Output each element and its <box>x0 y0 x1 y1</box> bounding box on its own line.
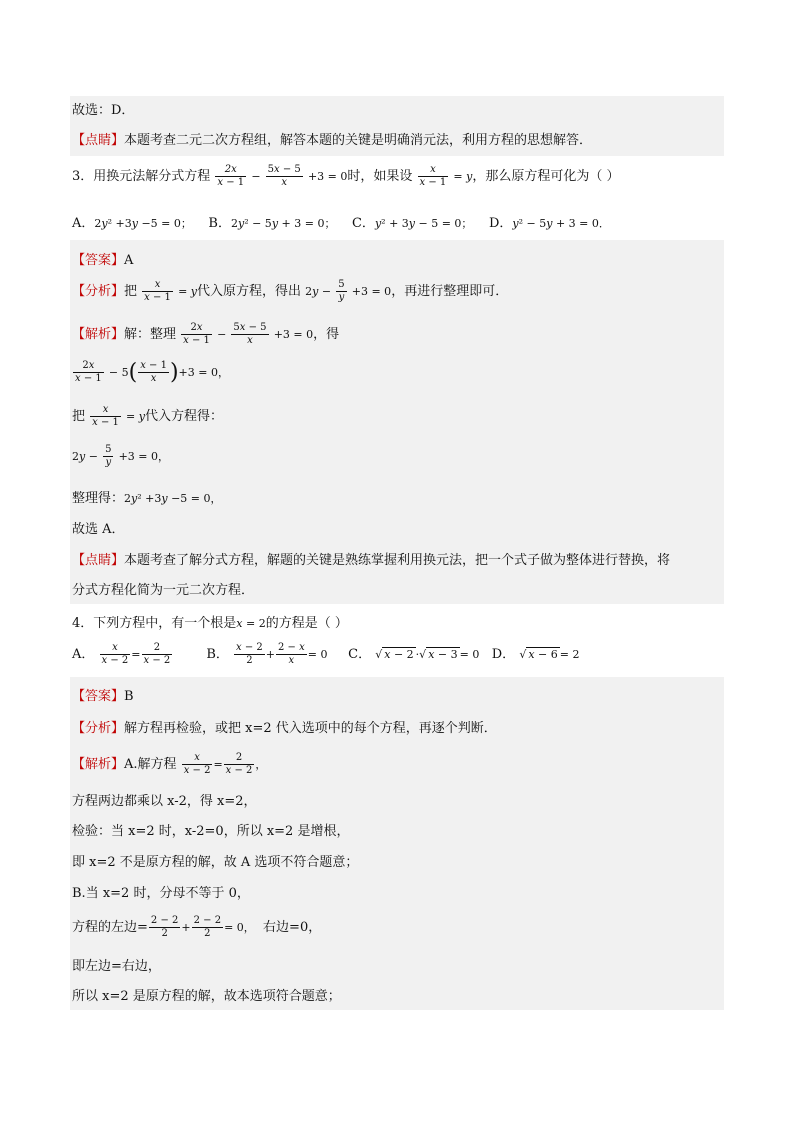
q3-comment-1: 【点睛】本题考查了解分式方程，解题的关键是熟练掌握利用换元法，把一个式子做为整体进行替换，将 <box>72 553 671 568</box>
q3-analysis: 【分析】把 $\frac{x}{x - 1}$ = y代入原方程，得出 2y − $\frac{5}{y}$ +3 = 0，再进行整理即可． <box>72 279 509 303</box>
q4-line-4: 即 x=2 不是原方程的解，故 A 选项不符合题意； <box>72 855 359 870</box>
q3-step-1: $\frac{2x}{x - 1}$ − 5( $\frac{x - 1}{x}$ )+3 = 0， <box>75 360 229 385</box>
q3-step-2: 2y − $\frac{5}{y}$ +3 = 0， <box>72 444 170 468</box>
prev-comment: 本题考查二元二次方程组，解答本题的关键是明确消元法，利用方程的思想解答． <box>124 133 593 148</box>
q4-analysis: 【分析】解方程再检验，或把 x=2 代入选项中的每个方程，再逐个判断． <box>72 721 497 736</box>
prev-choice-line <box>70 96 724 126</box>
prev-comment-line <box>70 126 724 156</box>
q3-substitute: 把 $\frac{x}{x - 1}$ = y代入方程得： <box>72 404 223 428</box>
q3-choice: 故选 A． <box>72 522 125 537</box>
q3-stem: 3．用换元法解分式方程 $\frac{2x}{x - 1}$ − $\frac{5x - 5}{x}$ +3 = 0时，如果设 $\frac{x}{x - 1}$ = y，那么原方程可化为（ ） <box>72 164 620 188</box>
q4-answer: 【答案】B <box>72 689 134 704</box>
comment-tag: 【点睛】 <box>72 133 125 148</box>
prev-choice: 故选：D． <box>72 103 135 118</box>
q4-line-8: 所以 x=2 是原方程的解，故本选项符合题意； <box>72 989 341 1004</box>
q4-line-3: 检验：当 x=2 时，x-2=0，所以 x=2 是增根， <box>72 824 350 839</box>
q4-stem: 4．下列方程中，有一个根是x = 2的方程是（ ） <box>72 616 348 631</box>
q3-solution: 【解析】解：整理 $\frac{2x}{x - 1}$ − $\frac{5x - 5}{x}$ +3 = 0，得 <box>72 322 340 346</box>
q3-answer: 【答案】A <box>72 253 134 268</box>
q4-line-2: 方程两边都乘以 x-2，得 x=2， <box>72 794 257 809</box>
q3-options: A．2y² +3y −5 = 0； B．2y² − 5y + 3 = 0； C．y² + 3y − 5 = 0； D．y² − 5y + 3 = 0． <box>72 216 610 231</box>
q4-solution: 【解析】A.解方程 $\frac{x}{x - 2}$ = $\frac{2}{x - 2}$ ， <box>72 752 267 776</box>
q3-tidy: 整理得：2y² +3y −5 = 0， <box>72 491 222 506</box>
q4-line-5: B.当 x=2 时，分母不等于 0， <box>72 886 250 901</box>
q3-comment-2: 分式方程化简为一元二次方程． <box>72 583 255 598</box>
q4-options: A． $\frac{x}{x - 2}$ = $\frac{2}{x - 2}$ B． $\frac{x - 2}{2}$ + $\frac{2 - x}{x}$ = 0 C． √ x − 2 ·√ x − 3 = 0 D． √ x − 6 = 2 <box>72 642 580 666</box>
q4-line-7: 即左边=右边， <box>72 959 161 974</box>
q4-line-6: 方程的左边= $\frac{2 - 2}{2}$ + $\frac{2 - 2}{2}$ = 0， 右边=0， <box>72 915 322 939</box>
